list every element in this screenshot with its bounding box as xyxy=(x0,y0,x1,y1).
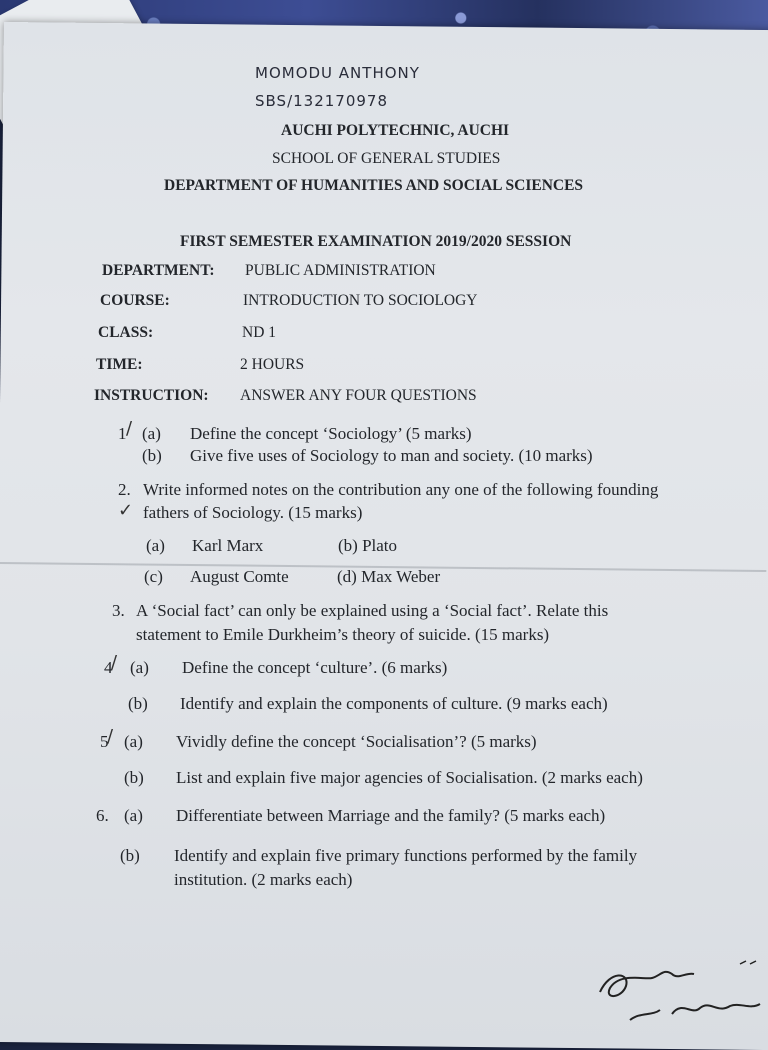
signature-scribble xyxy=(590,950,765,1024)
q1-number: 1 xyxy=(118,424,127,443)
tick-mark-icon: / xyxy=(107,726,114,747)
q5a-label: (a) xyxy=(124,732,143,751)
institution-title: AUCHI POLYTECHNIC, AUCHI xyxy=(281,122,510,139)
q1b-text: Give five uses of Sociology to man and society. (10 marks) xyxy=(190,446,593,465)
q6b-line2: institution. (2 marks each) xyxy=(174,870,353,889)
q2b-text: (b) Plato xyxy=(338,536,398,555)
school-title: SCHOOL OF GENERAL STUDIES xyxy=(272,150,501,167)
time-value: 2 HOURS xyxy=(240,356,305,373)
class-value: ND 1 xyxy=(242,324,277,341)
class-label: CLASS: xyxy=(98,324,154,341)
course-label: COURSE: xyxy=(100,292,170,309)
q2-line2: fathers of Sociology. (15 marks) xyxy=(143,503,363,522)
q2a-label: (a) xyxy=(146,536,165,555)
q2c-text: August Comte xyxy=(190,567,289,586)
instruction-value: ANSWER ANY FOUR QUESTIONS xyxy=(240,387,477,404)
q1a-label: (a) xyxy=(142,424,161,443)
q6-number: 6. xyxy=(96,806,109,825)
q6a-label: (a) xyxy=(124,806,143,825)
tick-mark-icon: / xyxy=(126,418,133,439)
q2c-label: (c) xyxy=(144,567,163,586)
q3-line1: A ‘Social fact’ can only be explained using a ‘Social fact’. Relate this xyxy=(136,601,609,620)
q2a-text: Karl Marx xyxy=(192,536,264,555)
q2-number: 2. xyxy=(118,480,131,499)
exam-title: FIRST SEMESTER EXAMINATION 2019/2020 SESSION xyxy=(180,233,572,250)
q4b-text: Identify and explain the components of culture. (9 marks each) xyxy=(180,694,608,713)
time-label: TIME: xyxy=(96,356,143,373)
department-value: PUBLIC ADMINISTRATION xyxy=(245,262,436,279)
handwritten-name: MOMODU ANTHONY xyxy=(255,64,420,82)
q1b-label: (b) xyxy=(142,446,162,465)
course-value: INTRODUCTION TO SOCIOLOGY xyxy=(243,292,478,309)
q3-number: 3. xyxy=(112,601,125,620)
q4a-text: Define the concept ‘culture’. (6 marks) xyxy=(182,658,448,677)
q5a-text: Vividly define the concept ‘Socialisation’? (5 marks) xyxy=(176,732,537,751)
q6b-label: (b) xyxy=(120,846,140,865)
q2d-text: (d) Max Weber xyxy=(337,567,441,586)
department-label: DEPARTMENT: xyxy=(102,262,215,279)
q6b-line1: Identify and explain five primary functions performed by the family xyxy=(174,846,638,865)
q5b-label: (b) xyxy=(124,768,144,787)
q5b-text: List and explain five major agencies of Socialisation. (2 marks each) xyxy=(176,768,643,787)
tick-mark-icon: ✓ xyxy=(118,500,134,521)
instruction-label: INSTRUCTION: xyxy=(94,387,209,404)
q4-number: 4 xyxy=(104,658,113,677)
q5-number: 5 xyxy=(100,732,109,751)
department-title: DEPARTMENT OF HUMANITIES AND SOCIAL SCIENCES xyxy=(164,177,584,194)
q2-line1: Write informed notes on the contribution any one of the following founding xyxy=(143,480,659,499)
q1a-text: Define the concept ‘Sociology’ (5 marks) xyxy=(190,424,472,443)
q3-line2: statement to Emile Durkheim’s theory of suicide. (15 marks) xyxy=(136,625,550,644)
q6a-text: Differentiate between Marriage and the family? (5 marks each) xyxy=(176,806,606,825)
tick-mark-icon: / xyxy=(111,652,118,673)
q4b-label: (b) xyxy=(128,694,148,713)
q4a-label: (a) xyxy=(130,658,149,677)
handwritten-reg-number: SBS/132170978 xyxy=(255,92,389,110)
